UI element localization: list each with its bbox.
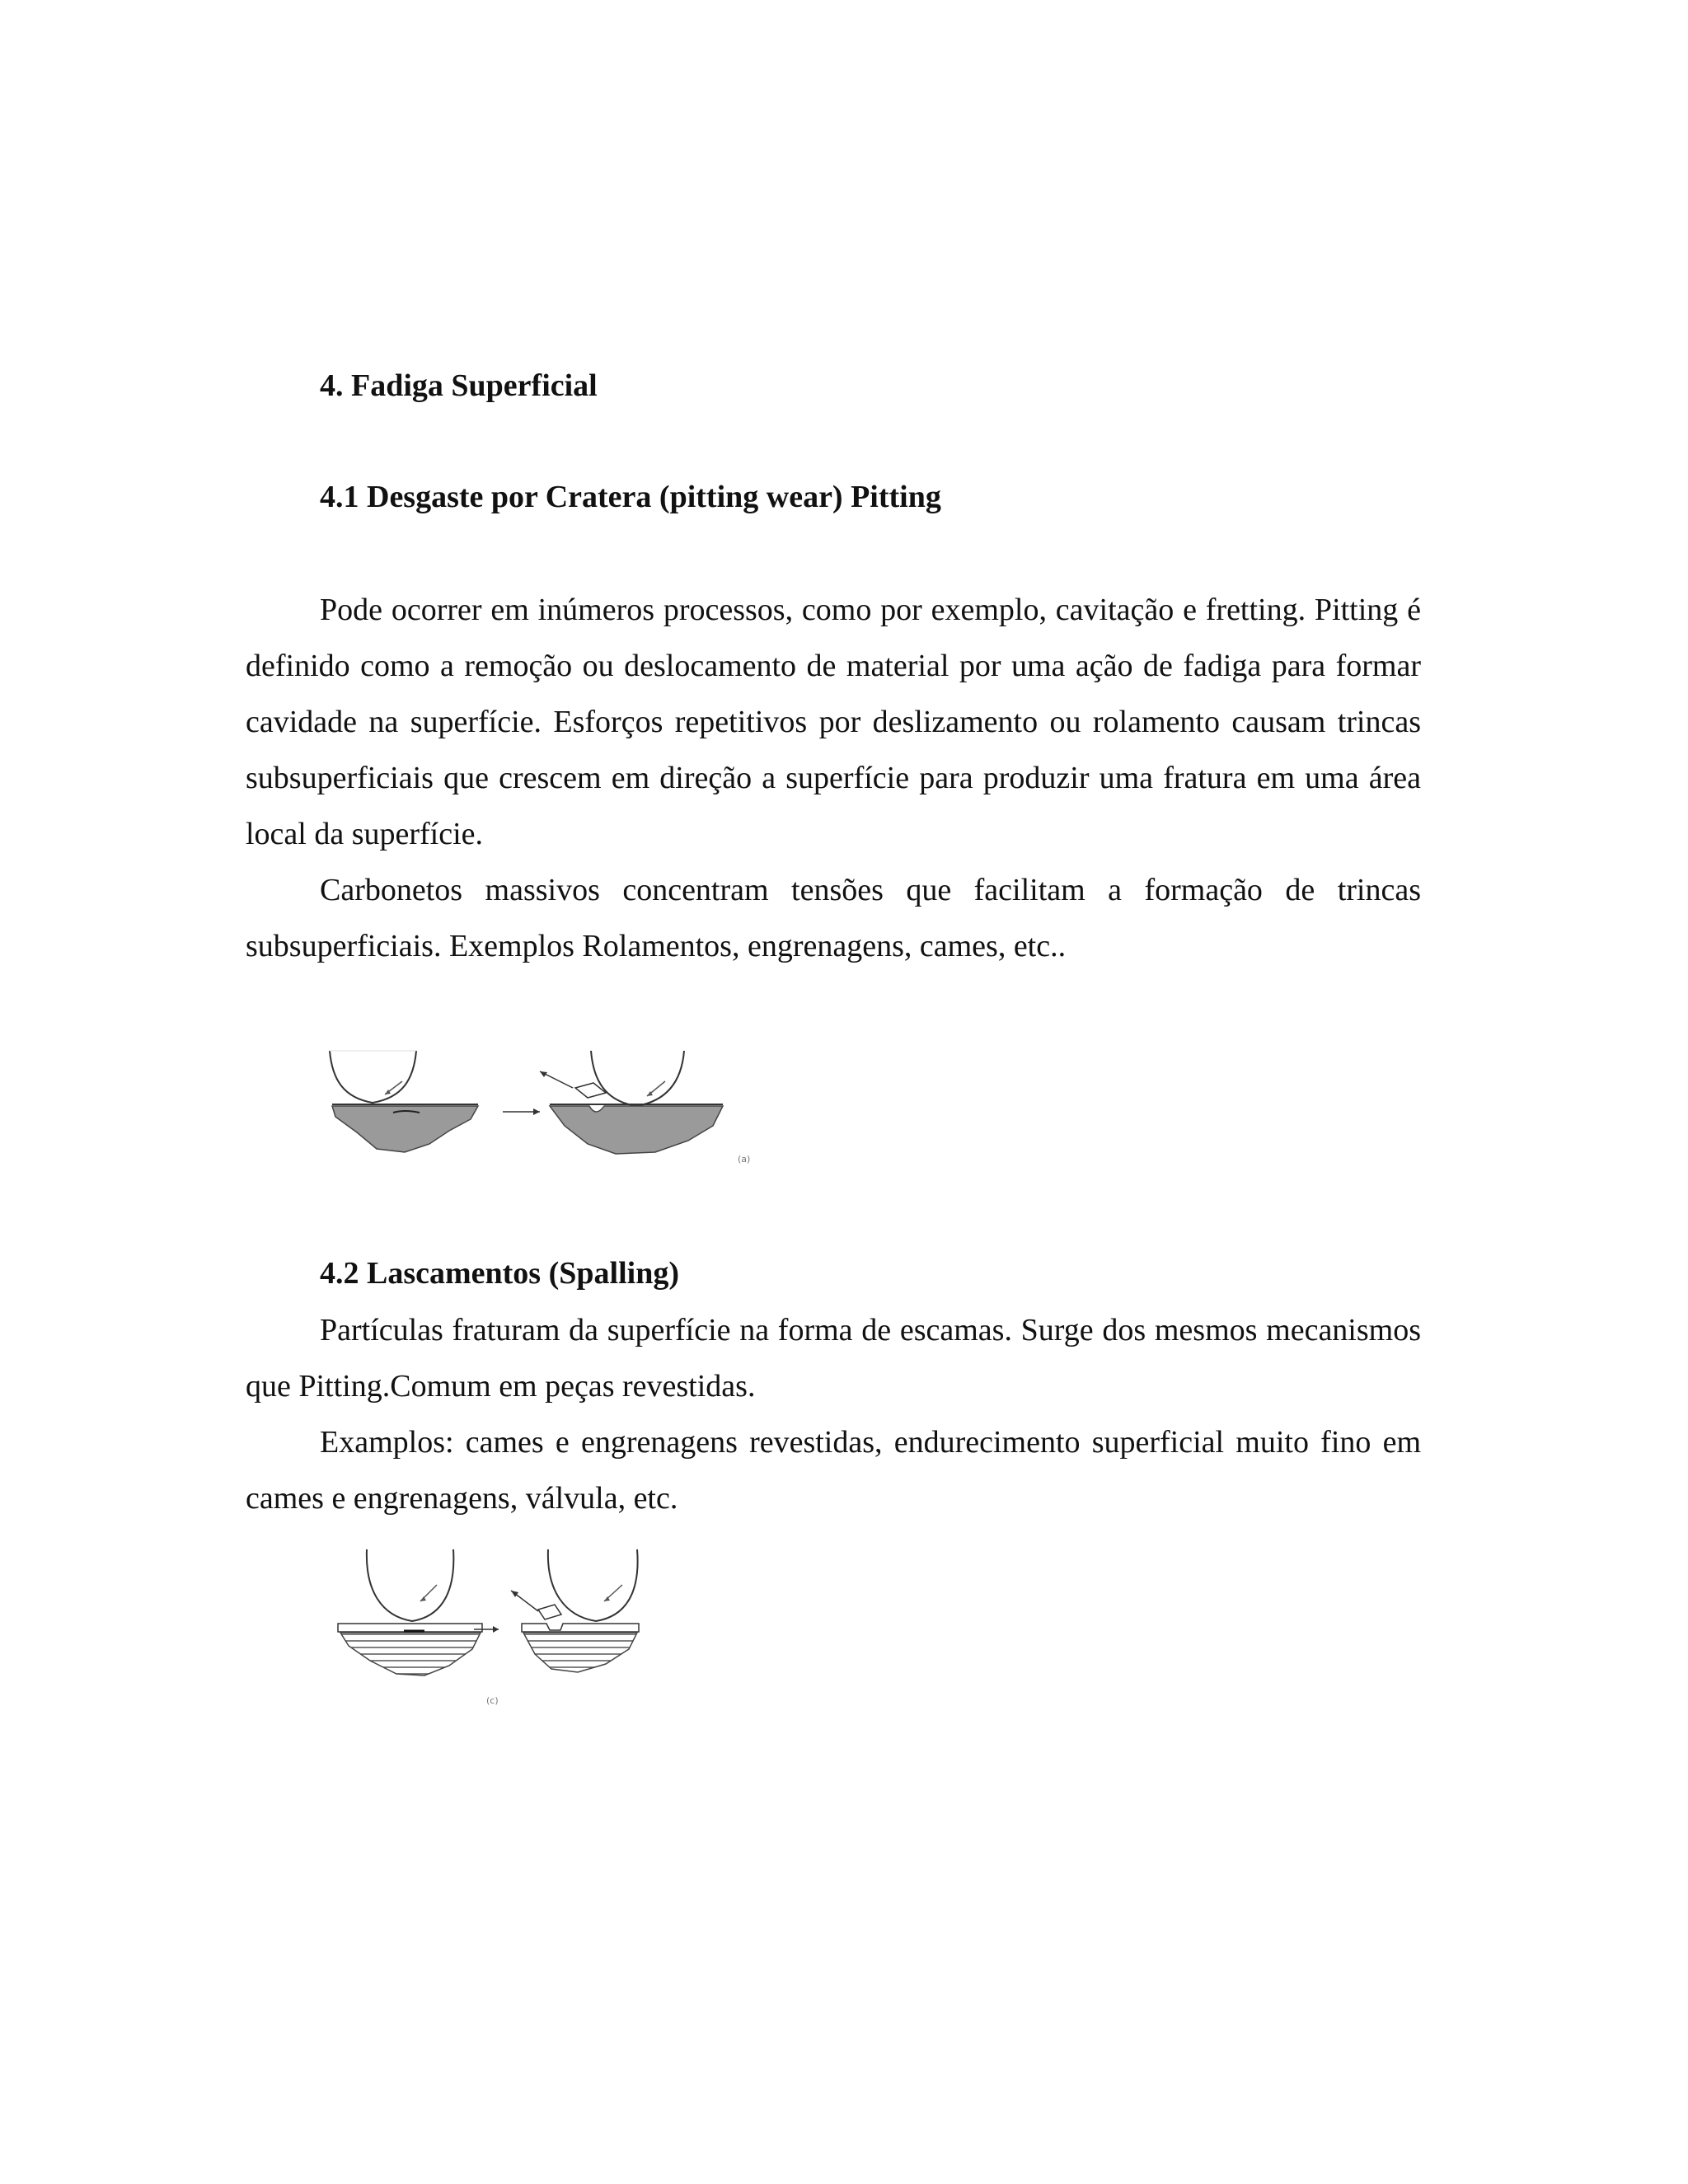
subsection-title-spalling: 4.2 Lascamentos (Spalling): [320, 1256, 679, 1291]
pitting-figure-label: (a): [738, 1154, 751, 1165]
pitting-paragraph-1: Pode ocorrer em inúmeros processos, como por exemplo, cavitação e fretting. Pitting é definido como a remoção ou deslocamento de material por uma ação de fadiga para formar cavidade na superfície. Esforços repetitivos por deslizamento ou rolamento causam trincas subsuperficiais que crescem em direção a superfície para produzir uma fratura em uma área local da superfície.: [246, 593, 1421, 851]
subsection-title-pitting: 4.1 Desgaste por Cratera (pitting wear) Pitting: [320, 480, 941, 514]
pitting-figure: [326, 1047, 754, 1179]
spalling-paragraph-1: Partículas fraturam da superfície na forma de escamas. Surge dos mesmos mecanismos que Pitting.Comum em peças revestidas.: [246, 1313, 1421, 1404]
section-title: 4. Fadiga Superficial: [320, 368, 598, 403]
pitting-paragraph-2: Carbonetos massivos concentram tensões que facilitam a formação de trincas subsuperficiais. Exemplos Rolamentos, engrenagens, cames, etc..: [246, 873, 1421, 963]
spalling-figure-label: (c): [486, 1695, 499, 1706]
spalling-figure: [334, 1545, 688, 1710]
spalling-paragraph-2: Examplos: cames e engrenagens revestidas, endurecimento superficial muito fino em cames e engrenagens, válvula, etc.: [246, 1425, 1421, 1516]
